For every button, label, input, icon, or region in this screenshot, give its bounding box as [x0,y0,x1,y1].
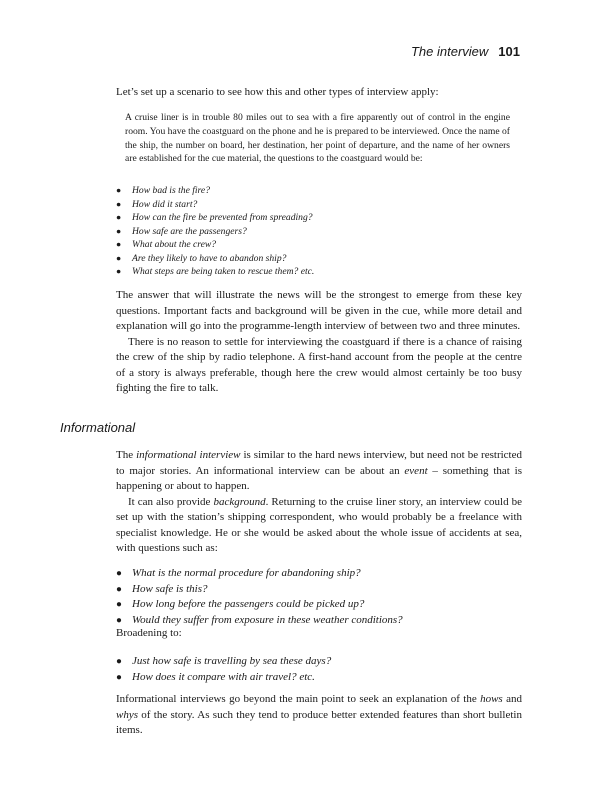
page-number: 101 [498,44,520,59]
list-item: ● How can the fire be prevented from spreading? [116,211,314,225]
term-hows: hows [480,693,503,705]
list-item: ● Would they suffer from exposure in these weather conditions? [116,613,403,629]
final-paragraph: Informational interviews go beyond the main point to seek an explanation of the hows and whys of the story. As such they tend to produce better extended features than short bulletin items. [116,693,522,736]
term-event: event [404,464,428,477]
answer-section [116,288,522,397]
chapter-title: The interview [410,44,489,59]
list-item: ● Just how safe is travelling by sea these days? [116,654,331,670]
term-background: background [213,495,266,508]
hard-news-question-list [116,184,314,279]
reason-paragraph: There is no reason to settle for interviewing the coastguard if there is a chance of raising the crew of the ship by radio telephone. A first-hand account from the people at the centre of a story is always preferable, though here the crew would almost certainly be too busy fighting the fire to talk. [116,335,522,394]
list-item: ● How long before the passengers could be picked up? [116,597,403,613]
list-item: ● Are they likely to have to abandon ship? [116,252,314,266]
section-heading: Informational [60,420,136,435]
answer-paragraph: The answer that will illustrate the news will be the strongest to emerge from these key questions. Important facts and background will be given in the cue, while more detail and explanation will go into the programme-length interview of between two and three minutes. [116,289,522,332]
list-item: ● How safe are the passengers? [116,225,314,239]
list-item: ● How did it start? [116,198,314,212]
broadening-label: Broadening to: [116,627,182,639]
intro-paragraph: Let’s set up a scenario to see how this and other types of interview apply: [116,86,439,98]
informational-paragraph-2: It can also provide background. Returning to the cruise liner story, an interview could be set up with the station’s shipping correspondent, who would probably be a freelance with specialist knowledge. He or she would be asked about the whole issue of accidents at sea, with questions such as: [116,495,522,554]
scenario-block: A cruise liner is in trouble 80 miles out to sea with a fire apparently out of control in the engine room. You have the coastguard on the phone and he is prepared to be interviewed. Once the name of the ship, the number on board, her destination, her point of departure, and the name of her owners are established for the cue material, the questions to the coastguard would be: [125,112,510,165]
list-item: ● How does it compare with air travel? etc. [116,670,331,686]
informational-question-list [116,566,403,628]
list-item: ● What about the crew? [116,238,314,252]
list-item: ● What is the normal procedure for abandoning ship? [116,566,403,582]
list-item: ● What steps are being taken to rescue them? etc. [116,265,314,279]
running-head [411,44,520,59]
informational-section [116,448,522,557]
list-item: ● How safe is this? [116,582,403,598]
term-whys: whys [116,708,138,721]
informational-paragraph-1: The informational interview is similar to the hard news interview, but need not be restricted to major stories. An informational interview can be about an event – something that is happening or about to happen. [116,449,522,492]
list-item: ● How bad is the fire? [116,184,314,198]
term-informational-interview: informational interview [136,449,241,461]
broadening-question-list [116,654,331,685]
